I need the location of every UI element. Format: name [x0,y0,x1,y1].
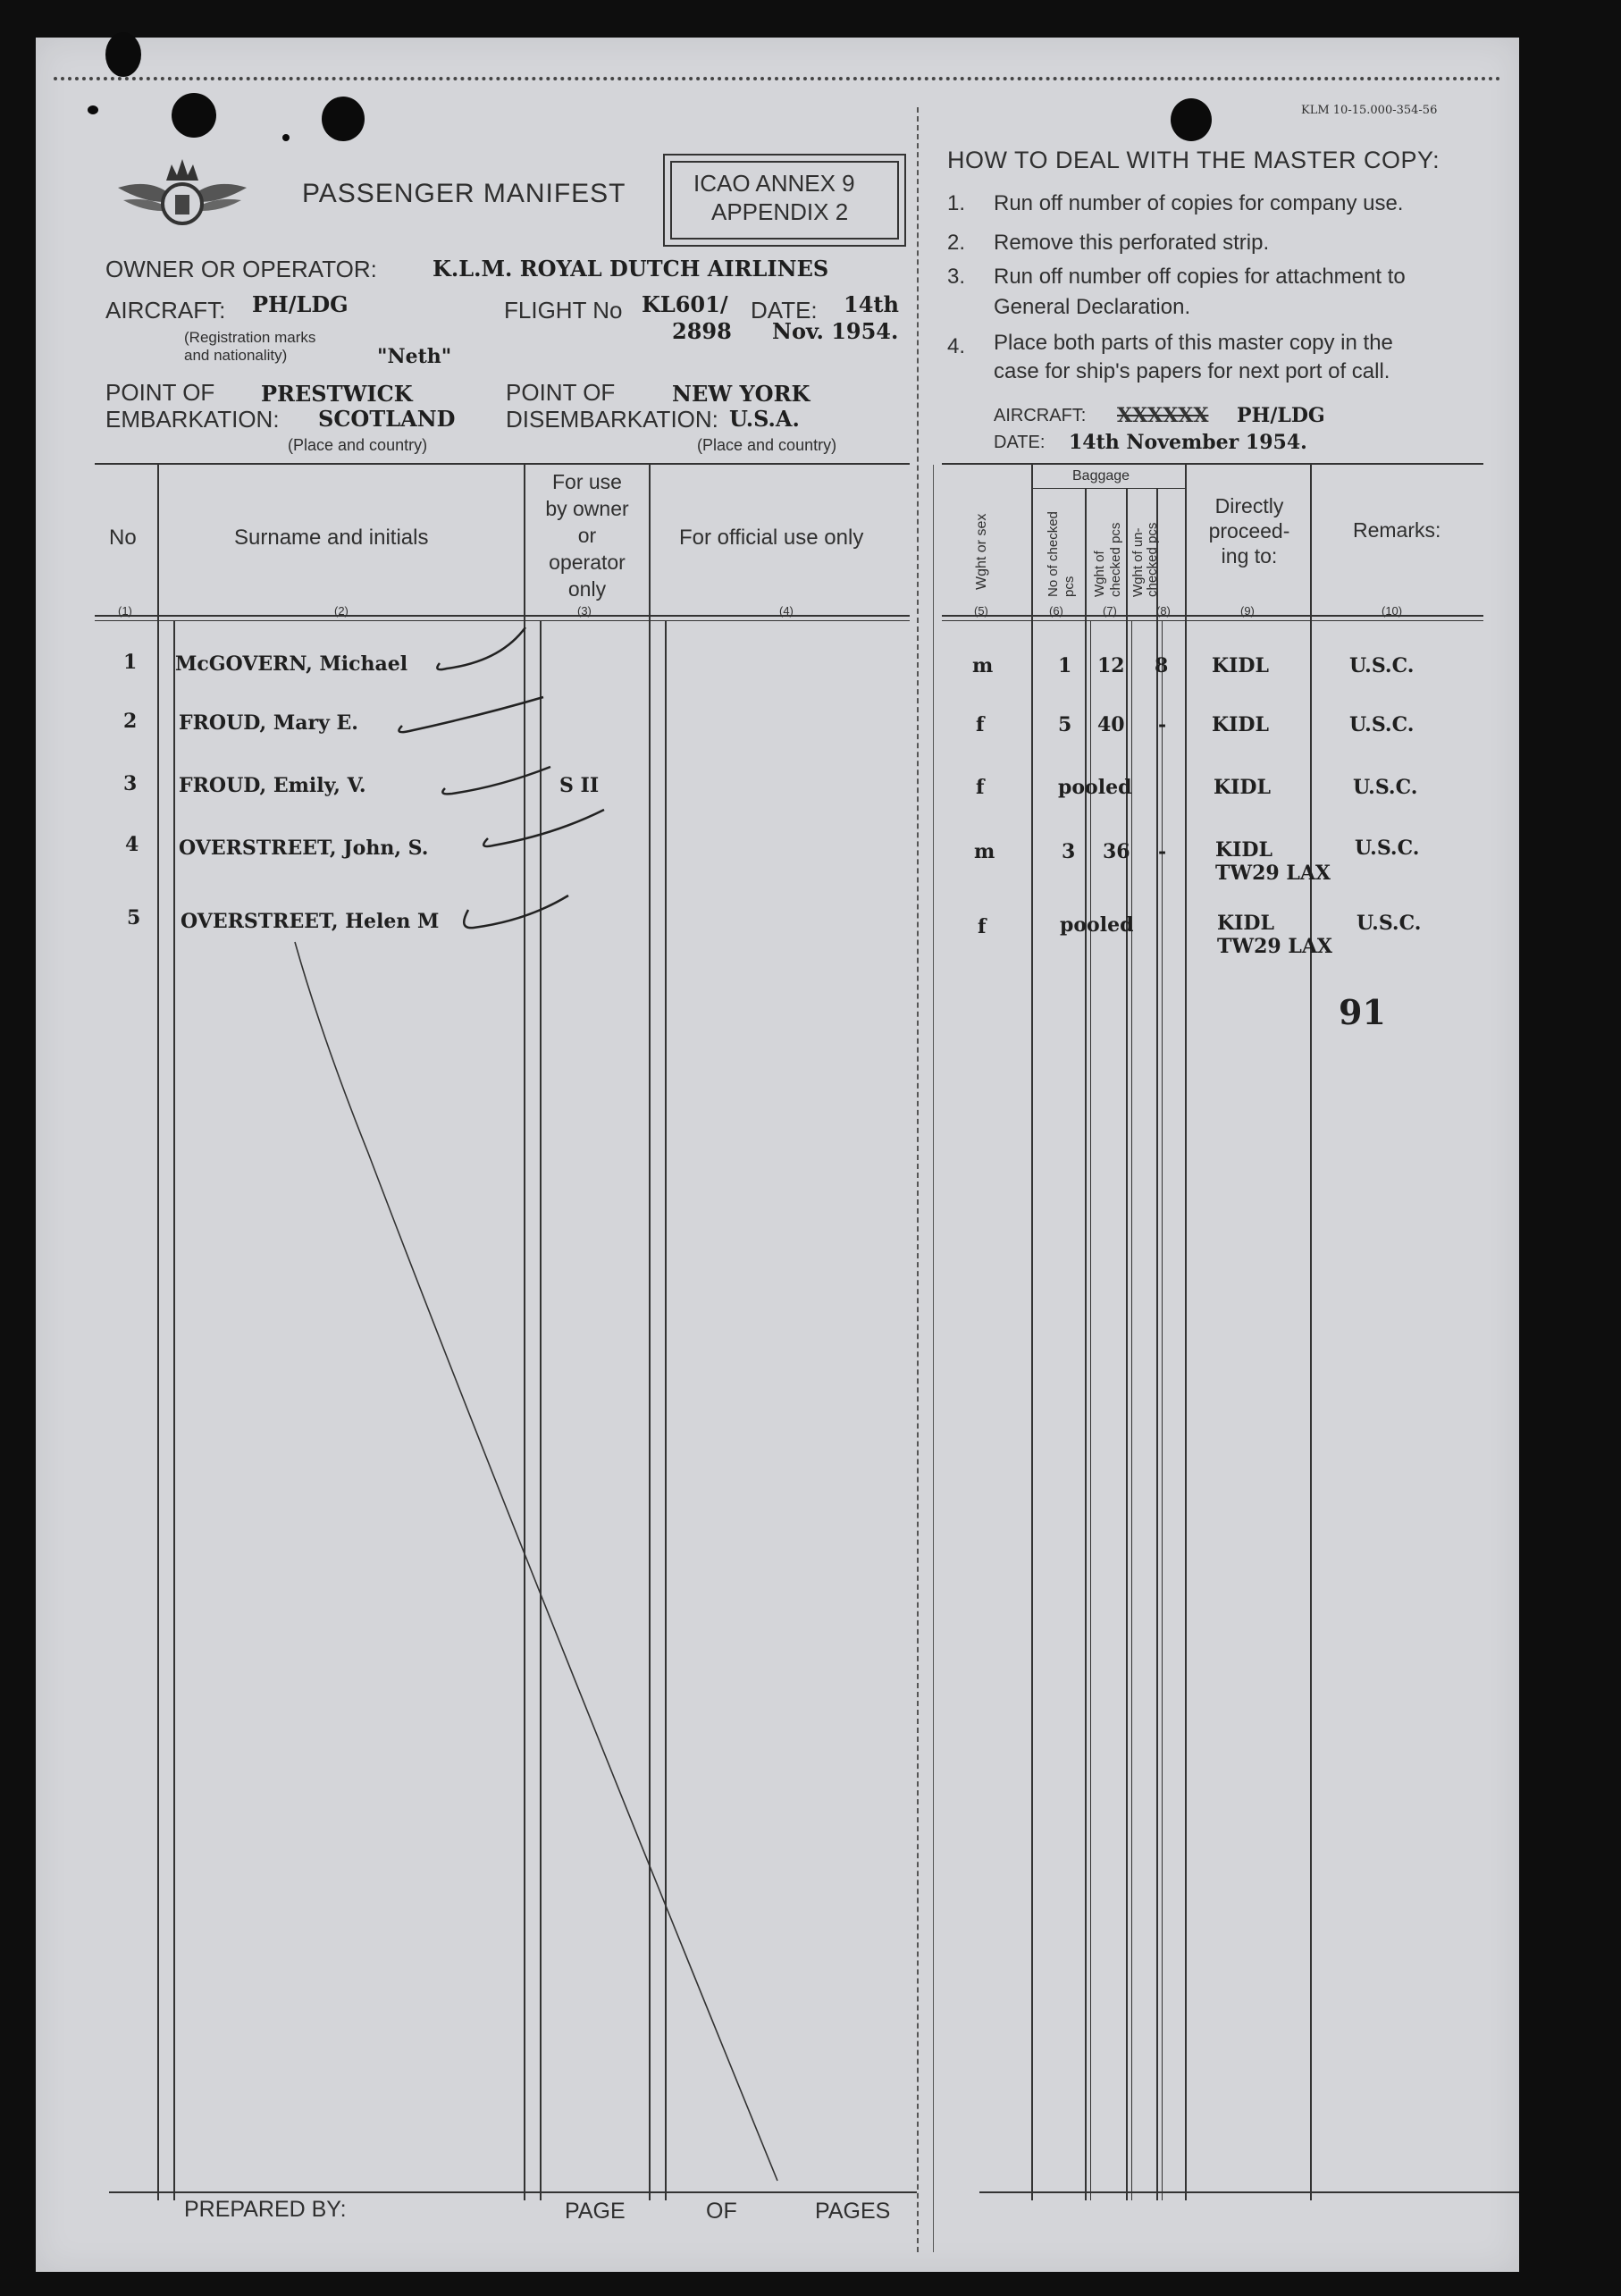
baggage-header: Baggage [1072,468,1130,484]
col-surname-header: Surname and initials [234,526,429,550]
check-mark [464,896,568,928]
passenger-sex: f [978,915,987,938]
step-4-text-1: Place both parts of this master copy in the [994,331,1393,355]
master-aircraft-label: AIRCRAFT: [994,406,1087,425]
scan-edge-shadow [1530,965,1548,1153]
date-value-1: 14th [844,291,899,317]
passenger-sex: m [972,654,994,677]
step-2-text: Remove this perforated strip. [994,231,1270,255]
step-1-num: 1. [947,191,966,215]
flight-no-label: FLIGHT No [504,297,623,324]
check-mark [399,697,543,732]
unchecked-weight: - [1158,840,1167,863]
registration-note-1: (Registration marks [184,329,316,346]
date-value-2: Nov. 1954. [772,318,899,344]
col-official-header: For official use only [679,526,864,550]
destination-onward: TW29 LAX [1215,862,1331,885]
col-owner-use-num: (3) [577,604,592,618]
destination: KIDL [1215,838,1272,862]
manifest-title: PASSENGER MANIFEST [302,179,626,208]
icao-line-2: APPENDIX 2 [711,198,849,225]
aircraft-value: PH/LDG [252,291,349,317]
passenger-sex: f [976,713,985,736]
master-copy-heading: HOW TO DEAL WITH THE MASTER COPY: [947,147,1440,173]
footer-rule [109,2191,917,2193]
check-mark [442,767,550,794]
check-mark [437,627,525,669]
embarkation-value-2: SCOTLAND [318,406,456,432]
col-proceeding-header: Directly proceed- ing to: [1208,494,1290,568]
step-4-text-2: case for ship's papers for next port of call. [994,359,1390,383]
destination: KIDL [1212,654,1269,677]
passenger-no: 2 [123,710,138,733]
col-proceeding-num: (9) [1240,604,1255,618]
step-2-num: 2. [947,231,966,255]
destination: KIDL [1214,776,1271,799]
embarkation-label: EMBARKATION: [105,406,280,433]
stamp-number: 91 [1339,992,1386,1032]
step-3-text-2: General Declaration. [994,295,1191,319]
col-official-num: (4) [779,604,794,618]
step-3-num: 3. [947,265,966,289]
disembarkation-value-2: U.S.A. [729,406,800,432]
page-label: PAGE [565,2199,626,2224]
col-pcs-num: (6) [1049,604,1063,618]
owner-label: OWNER OR OPERATOR: [105,256,377,282]
col-pcs-header: No of checked pcs [1046,511,1077,597]
checked-weight: 36 [1103,840,1130,863]
col-surname-num: (2) [334,604,349,618]
unchecked-weight: 8 [1155,654,1169,677]
step-3-text-1: Run off number off copies for attachment to [994,265,1406,289]
checked-pcs: 1 [1058,654,1072,677]
remarks-value: U.S.C. [1349,654,1415,677]
passenger-name: FROUD, Mary E. [179,711,358,735]
remarks-value: U.S.C. [1356,912,1422,935]
form-code: KLM 10-15.000-354-56 [1301,104,1438,117]
embarkation-value-1: PRESTWICK [261,381,413,407]
disembarkation-value-1: NEW YORK [672,381,810,407]
owner-use-value: S II [559,774,600,797]
unchecked-weight: - [1158,713,1167,736]
passenger-no: 5 [127,906,141,929]
master-date-value: 14th November 1954. [1069,431,1307,454]
of-label: OF [706,2199,737,2224]
prepared-by-label: PREPARED BY: [184,2197,347,2222]
owner-value: K.L.M. ROYAL DUTCH AIRLINES [433,256,829,282]
closing-diagonal-line [295,942,777,2181]
master-aircraft-struck: XXXXXX [1117,404,1209,427]
col-no-num: (1) [118,604,132,618]
point-of-embarkation-label: POINT OF [105,379,215,406]
col-remarks-num: (10) [1382,604,1403,618]
place-country-note-2: (Place and country) [697,436,837,454]
step-4-num: 4. [947,334,966,358]
remarks-value: U.S.C. [1353,776,1418,799]
remarks-value: U.S.C. [1355,837,1420,860]
passenger-name: OVERSTREET, John, S. [179,837,429,860]
registration-note-2: and nationality) [184,347,288,364]
col-sex-header: Wght or sex [974,513,989,590]
col-unchecked-header: Wght of un- checked pcs [1130,522,1160,597]
check-mark [483,810,604,846]
passenger-sex: m [974,840,995,863]
col-wght-num: (7) [1103,604,1117,618]
aircraft-label: AIRCRAFT: [105,297,226,324]
checked-pcs: 3 [1062,840,1076,863]
col-no-header: No [109,526,137,550]
passenger-no: 4 [125,833,139,856]
pooled-baggage: pooled [1058,776,1132,799]
date-label: DATE: [751,297,818,324]
disembarkation-label: DISEMBARKATION: [506,406,718,433]
destination: KIDL [1217,912,1274,935]
footer-rule-right [979,2191,1519,2193]
col-sex-num: (5) [974,604,988,618]
passenger-sex: f [976,776,985,799]
nationality-value: "Neth" [377,345,452,368]
checked-weight: 12 [1097,654,1125,677]
master-aircraft-value: PH/LDG [1237,404,1325,427]
place-country-note-1: (Place and country) [288,436,428,454]
destination-onward: TW29 LAX [1217,935,1332,958]
destination: KIDL [1212,713,1269,736]
remarks-value: U.S.C. [1349,713,1415,736]
checked-pcs: 5 [1058,713,1072,736]
pooled-baggage: pooled [1060,913,1134,937]
point-of-disembarkation-label: POINT OF [506,379,616,406]
col-owner-use-header: For use by owner or operator only [545,470,629,601]
icao-line-1: ICAO ANNEX 9 [693,170,855,197]
master-date-label: DATE: [994,433,1046,452]
passenger-no: 1 [123,651,138,674]
passenger-name: McGOVERN, Michael [175,652,408,676]
passenger-no: 3 [123,772,138,795]
flight-no-value-1: KL601/ [642,291,728,317]
col-remarks-header: Remarks: [1353,518,1441,542]
checked-weight: 40 [1097,713,1125,736]
pages-label: PAGES [815,2199,891,2224]
flight-no-value-2: 2898 [672,318,732,344]
col-wght-header: Wght of checked pcs [1092,522,1123,597]
passenger-name: FROUD, Emily, V. [179,774,366,797]
col-unchecked-num: (8) [1156,604,1171,618]
passenger-name: OVERSTREET, Helen M [181,910,440,933]
step-1-text: Run off number of copies for company use. [994,191,1404,215]
